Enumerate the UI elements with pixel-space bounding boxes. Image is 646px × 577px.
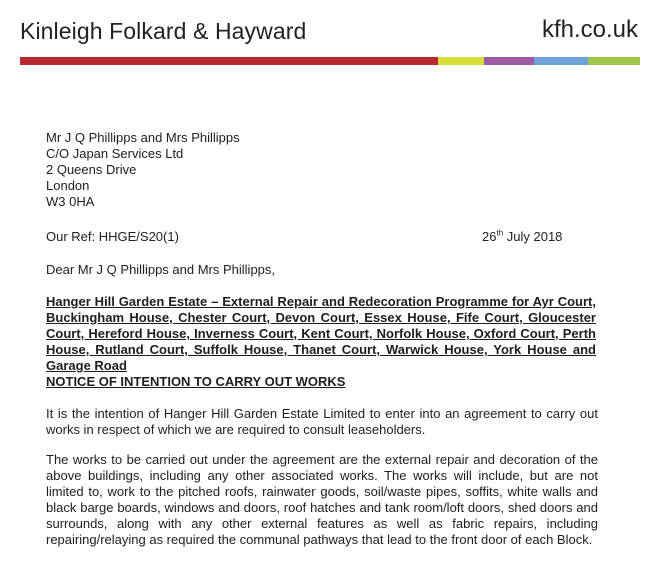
stripe-red (20, 57, 438, 65)
website-url[interactable]: kfh.co.uk (541, 16, 638, 43)
stripe-green (588, 57, 640, 65)
date-day: 26 (482, 229, 497, 244)
our-reference: Our Ref: HHGE/S20(1) (46, 229, 179, 244)
letter-date (482, 229, 562, 245)
address-line: W3 0HA (46, 194, 95, 209)
firm-name: Kinleigh Folkard & Hayward (20, 18, 307, 44)
salutation: Dear Mr J Q Phillipps and Mrs Phillipps, (46, 262, 276, 277)
address-line: Mr J Q Phillipps and Mrs Phillipps (46, 130, 240, 145)
address-line: 2 Queens Drive (46, 162, 137, 177)
subject-heading: Hanger Hill Garden Estate – External Repair and Redecoration Programme for Ayr Court, Buckingham House, Chester Court, Devon Court, Essex House, Fife Court, Gloucester Court, Hereford House, Inverness Court, Kent Court, Norfolk House, Oxford Court, Perth House, Rutland Court, Suffolk House, Thanet Court, Warwick House, York House and Garage Road (46, 294, 596, 373)
recipient-address (46, 130, 240, 210)
date-suffix: th (496, 228, 504, 238)
brand-stripe (20, 57, 640, 65)
stripe-yellow (438, 57, 484, 65)
stripe-blue (534, 57, 588, 65)
notice-heading: NOTICE OF INTENTION TO CARRY OUT WORKS (46, 374, 346, 389)
stripe-purple (484, 57, 534, 65)
body-paragraph: It is the intention of Hanger Hill Garden Estate Limited to enter into an agreement to carry out works in respect of which we are required to consult leaseholders. (46, 406, 598, 437)
date-month-year: July 2018 (503, 229, 563, 244)
body-paragraph: The works to be carried out under the agreement are the external repair and decoration of the above buildings, including any other associated works. The works will include, but are not limited to, work to the pitched roofs, rainwater goods, soil/waste pipes, soffits, white walls and black barge boards, windows and doors, roof hatches and tank room/loft doors, shed doors and surrounds, along with any other external features as well as fabric repairs, including repairing/relaying as required the communal pathways that lead to the front door of each Block. (46, 452, 598, 547)
address-line: C/O Japan Services Ltd (46, 146, 184, 161)
address-line: London (46, 178, 90, 193)
